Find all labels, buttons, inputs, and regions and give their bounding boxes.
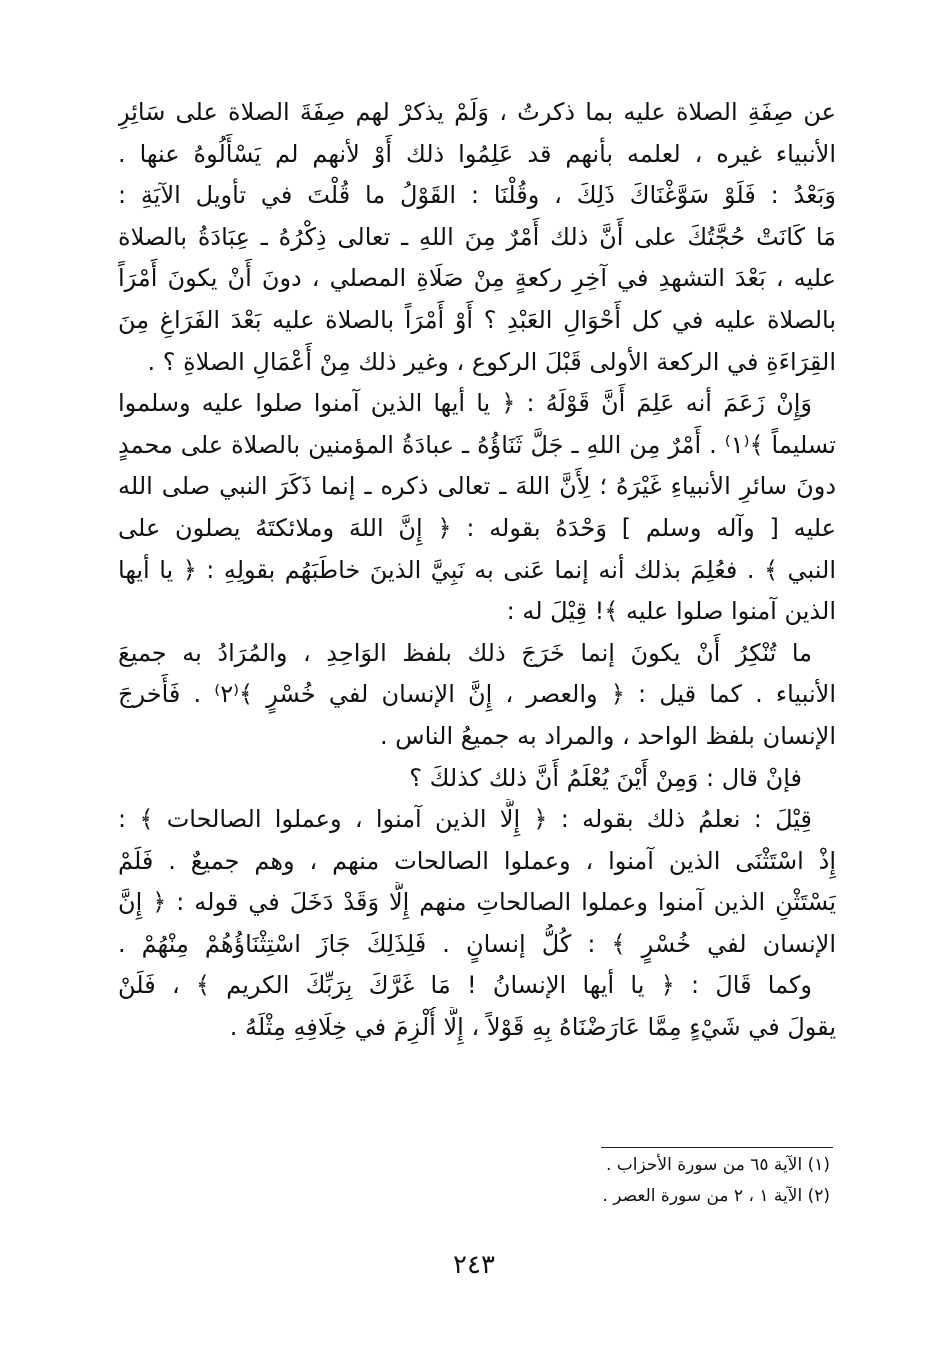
text-line: يَسْتَثْنِ الذين آمنوا وعملوا الصالحاتِ منهم إِلَّا وَقَدْ دَخَلَ في قوله : ﴿ إِنَّ: [118, 888, 836, 917]
page-number: ٢٤٣: [453, 1250, 495, 1280]
text-line: عن صِفَةِ الصلاة عليه بما ذكرتُ ، وَلَمْ يذكرْ لهم صِفَةَ الصلاة على سَائِرِ: [118, 98, 836, 126]
text-line: يقولَ في شَيْءٍ مِمَّا عَارَضْنَاهُ بِهِ قَوْلاً ، إِلَّا أُلْزِمَ في خِلَافِهِ مِثْلَهُ .: [229, 1013, 836, 1042]
text-line: دونَ سائرِ الأنبياءِ غَيْرَهُ ؛ لِأَنَّ اللهَ ـ تعالى ذكره ـ إنما ذَكَرَ النبي صلى الله: [118, 472, 836, 501]
text-line: تسليماً ﴾⁽١⁾ . أَمْرٌ مِن اللهِ ـ جَلَّ ثَنَاؤُهُ ـ عبادَةُ المؤمنين بالصلاة على محمدٍ: [118, 430, 836, 459]
text-line: عليه ، بَعْدَ التشهدِ في آخِرِ ركعةٍ مِنْ صَلَاةِ المصلي ، دونَ أَنْ يكونَ أَمْرَاً: [118, 264, 836, 293]
text-line: الأنبياء غيره ، لعلمه بأنهم قد عَلِمُوا ذلك أَوْ لأنهم لم يَسْأَلُوهُ عنها .: [118, 139, 836, 168]
main-text-block: [118, 92, 836, 1049]
text-line: القِرَاءَةِ في الركعة الأولى قَبْلَ الركوع ، وغير ذلك مِنْ أَعْمَالِ الصلاةِ ؟ .: [147, 347, 836, 376]
text-line: مَا كَانَتْ حُجَّتُكَ على أَنَّ ذلك أَمْرٌ مِنَ اللهِ ـ تعالى ذِكْرُهُ ـ عِبَادَةُ بالصلاة: [118, 222, 836, 251]
text-line: الأنبياء . كما قيل : ﴿ والعصر ، إِنَّ الإنسان لفي خُسْرٍ ﴾⁽٢⁾ . فَأَخرجَ: [118, 680, 836, 709]
text-line: الإنسان لفي خُسْرٍ ﴾ : كُلُّ إنسانٍ . فَلِذَلِكَ جَازَ اسْتِثْنَاؤُهُمْ مِنْهُمْ .: [118, 929, 836, 958]
footnote-separator: [601, 1147, 833, 1148]
text-line: الذين آمنوا صلوا عليه ﴾! قِيْلَ له :: [506, 597, 836, 626]
text-line: وَبَعْدُ : فَلَوْ سَوَّغْنَاكَ ذَلِكَ ، وقُلْنَا : القَوْلُ ما قُلْتَ في تأويل الآيَةِ :: [118, 181, 836, 210]
footnotes: [330, 1150, 830, 1212]
text-line: وَإِنْ زَعَمَ أنه عَلِمَ أَنَّ قَوْلَهُ : ﴿ يا أيها الذين آمنوا صلوا عليه وسلموا: [118, 389, 812, 418]
footnote-2: (٢) الآية ١ ، ٢ من سورة العصر .: [602, 1186, 830, 1206]
text-line: قِيْلَ : نعلمُ ذلك بقوله : ﴿ إِلَّا الذين آمنوا ، وعملوا الصالحات ﴾ :: [118, 805, 812, 834]
text-line: عليه [ وآله وسلم ] وَحْدَهُ بقوله : ﴿ إِنَّ اللهَ وملائكتَهُ يصلون على: [118, 513, 836, 542]
footnote-1: (١) الآية ٦٥ من سورة الأحزاب .: [605, 1155, 830, 1175]
text-line: النبي ﴾ . فعُلِمَ بذلك أنه إنما عَنى به نَبِيَّ الذينَ خاطَبَهُم بقولِهِ : ﴿ يا أيها: [118, 555, 836, 584]
text-line: الإنسان بلفظ الواحد ، والمراد به جميعُ الناس .: [380, 721, 836, 750]
text-line: فإنْ قال : وَمِنْ أَيْنَ يُعْلَمُ أَنَّ ذلك كذلكَ ؟: [409, 763, 802, 792]
text-line: وكما قَالَ : ﴿ يا أيها الإنسانُ ! مَا غَرَّكَ بِرَبِّكَ الكريم ﴾ ، فَلَنْ: [118, 971, 812, 1000]
text-line: بالصلاة عليه في كل أَحْوَالِ العَبْدِ ؟ أَوْ أَمْرَاً بالصلاة عليه بَعْدَ الفَرَاغِ مِنَ: [118, 305, 836, 334]
text-line: إِذْ اسْتَثْنَى الذين آمنوا ، وعملوا الصالحات منهم ، وهم جميعٌ . فَلَمْ: [118, 846, 836, 875]
text-line: ما تُنْكِرُ أَنْ يكونَ إنما خَرَجَ ذلك بلفظ الوَاحِدِ ، والمُرَادُ به جميعَ: [118, 638, 812, 667]
